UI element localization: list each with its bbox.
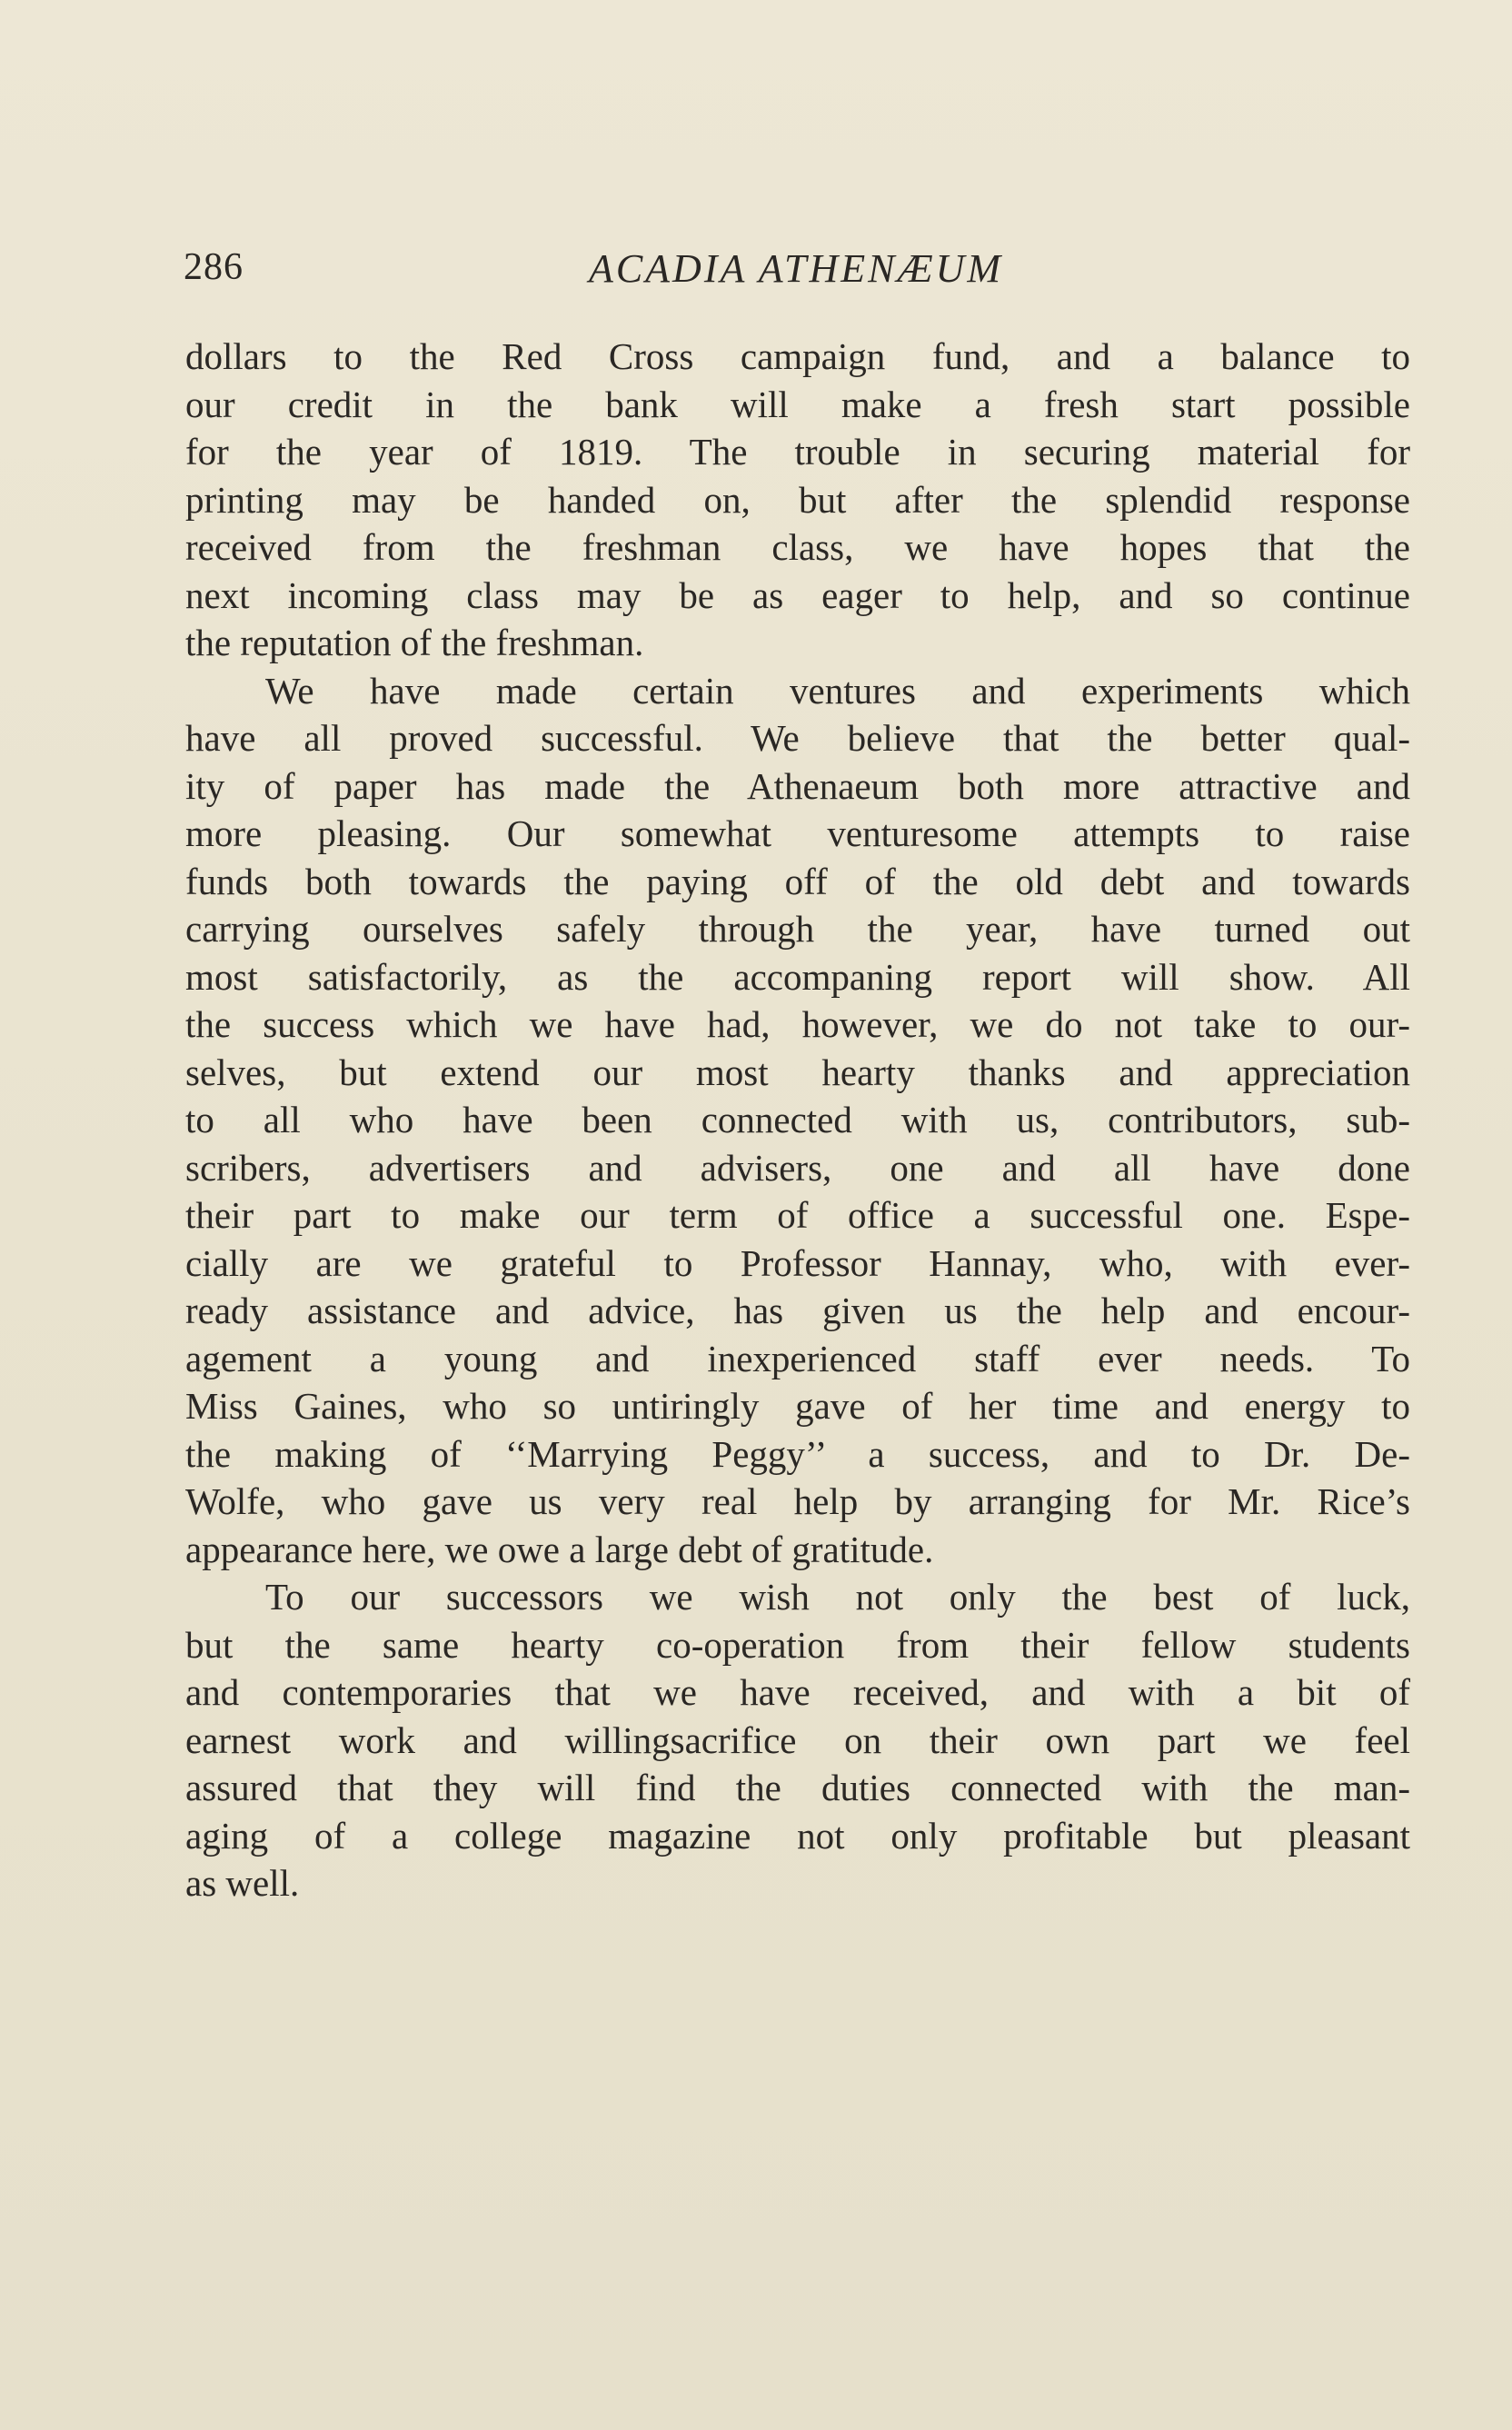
text-line: dollars to the Red Cross campaign fund, and a balance to (185, 335, 1410, 377)
text-line: their part to make our term of office a successful one. Espe- (185, 1194, 1410, 1236)
text-line: ity of paper has made the Athenaeum both more attractive and (185, 764, 1410, 807)
text-line: next incoming class may be as eager to help, and so continue (185, 573, 1410, 616)
text-line: for the year of 1819. The trouble in securing material for (185, 431, 1410, 473)
text-line: our credit in the bank will make a fresh start possible (185, 383, 1410, 425)
text-line: funds both towards the paying off of the old debt and towards (185, 860, 1410, 902)
text-line: aging of a college magazine not only profitable but pleasant (185, 1814, 1410, 1857)
text-line: received from the freshman class, we have hopes that the (185, 526, 1410, 568)
text-line: scribers, advertisers and advisers, one and all have done (185, 1146, 1410, 1189)
text-line: to all who have been connected with us, contributors, sub- (185, 1099, 1410, 1140)
text-line: most satisfactorily, as the accompaning report will show. All (185, 955, 1410, 998)
text-line: more pleasing. Our somewhat venturesome attempts to raise (185, 812, 1410, 854)
text-line: agement a young and inexperienced staff ever needs. To (185, 1337, 1410, 1379)
text-line: have all proved successful. We believe that the better qual- (185, 717, 1410, 759)
running-head: ACADIA ATHENÆUM (588, 246, 1004, 291)
text-line: ready assistance and advice, has given us the help and encour- (185, 1290, 1410, 1331)
text-line: cially are we grateful to Professor Hannay, who, with ever- (185, 1241, 1410, 1284)
text-line: the success which we have had, however, we do not take to our- (185, 1003, 1410, 1045)
text-line: assured that they will find the duties connected with the man- (185, 1767, 1410, 1808)
text-line: appearance here, we owe a large debt of gratitude. (185, 1528, 934, 1570)
text-line: Wolfe, who gave us very real help by arranging for Mr. Rice’s (185, 1480, 1410, 1522)
page-header (182, 245, 1410, 300)
text-line: To our successors we wish not only the best of luck, (265, 1576, 1410, 1618)
text-line: Miss Gaines, who so untiringly gave of her time and energy to (185, 1385, 1410, 1427)
text-line: earnest work and willingsacrifice on their own part we feel (185, 1718, 1410, 1761)
body-text (185, 333, 1410, 1907)
text-line: carrying ourselves safely through the year, have turned out (185, 908, 1410, 950)
page-number: 286 (184, 246, 244, 288)
text-line: printing may be handed on, but after the splendid response (185, 478, 1410, 521)
text-line: We have made certain ventures and experiments which (265, 669, 1410, 712)
text-line: and contemporaries that we have received, and with a bit of (185, 1671, 1410, 1713)
text-line: the making of ‘‘Marrying Peggy’’ a success, and to Dr. De- (185, 1432, 1410, 1475)
text-line: as well. (185, 1862, 300, 1904)
text-line: selves, but extend our most hearty thanks and appreciation (185, 1051, 1410, 1093)
text-line: but the same hearty co-operation from their fellow students (185, 1623, 1410, 1666)
text-line: the reputation of the freshman. (185, 622, 644, 663)
